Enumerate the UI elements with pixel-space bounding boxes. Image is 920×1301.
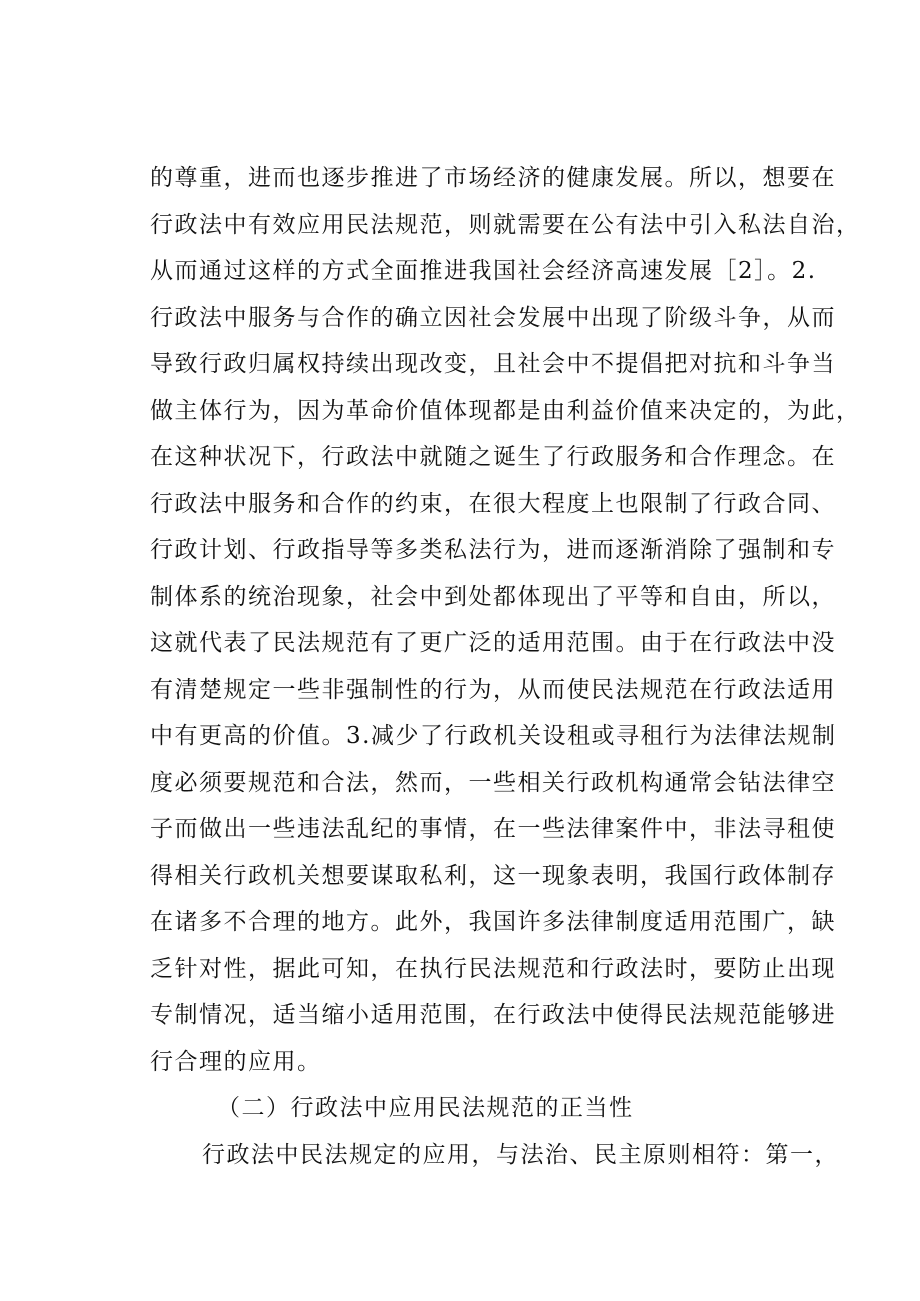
body-line: 行政法中服务和合作的约束，在很大程度上也限制了行政合同、 xyxy=(150,490,836,517)
body-line: 中有更高的价值。3.减少了行政机关设租或寻租行为法律法规制 xyxy=(150,723,837,749)
body-line: 度必须要规范和合法，然而，一些相关行政机构通常会钻法律空 xyxy=(150,769,836,796)
paragraph-first-line: 行政法中民法规定的应用，与法治、民主原则相符：第一， xyxy=(202,1141,839,1168)
body-line: 专制情况，适当缩小适用范围，在行政法中使得民法规范能够进 xyxy=(150,1002,836,1028)
body-line: 在诸多不合理的地方。此外，我国许多法律制度适用范围广，缺 xyxy=(150,909,836,935)
body-line: 得相关行政机关想要谋取私利，这一现象表明，我国行政体制存 xyxy=(150,862,836,889)
body-line: 在这种状况下，行政法中就随之诞生了行政服务和合作理念。在 xyxy=(150,444,836,470)
body-line: 这就代表了民法规范有了更广泛的适用范围。由于在行政法中没 xyxy=(150,630,836,656)
body-line: 行政计划、行政指导等多类私法行为，进而逐渐消除了强制和专 xyxy=(150,537,836,563)
body-line: 的尊重，进而也逐步推进了市场经济的健康发展。所以，想要在 xyxy=(150,165,836,191)
body-line: 行合理的应用。 xyxy=(150,1048,322,1075)
body-line: 行政法中有效应用民法规范，则就需要在公有法中引入私法自治， xyxy=(150,211,861,238)
body-line: 子而做出一些违法乱纪的事情，在一些法律案件中，非法寻租使 xyxy=(150,816,836,842)
document-body xyxy=(150,155,861,1178)
body-line: 制体系的统治现象，社会中到处都体现出了平等和自由，所以， xyxy=(150,583,836,610)
section-heading: （二）行政法中应用民法规范的正当性 xyxy=(217,1095,634,1121)
body-line: 乏针对性，据此可知，在执行民法规范和行政法时，要防止出现 xyxy=(150,955,836,982)
body-line: 行政法中服务与合作的确立因社会发展中出现了阶级斗争，从而 xyxy=(150,304,836,331)
body-line: 从而通过这样的方式全面推进我国社会经济高速发展［2］。2. xyxy=(150,258,817,284)
body-line: 有清楚规定一些非强制性的行为，从而使民法规范在行政法适用 xyxy=(150,676,836,703)
body-line: 导致行政归属权持续出现改变，且社会中不提倡把对抗和斗争当 xyxy=(150,351,836,377)
body-line: 做主体行为，因为革命价值体现都是由利益价值来决定的，为此， xyxy=(150,397,861,424)
